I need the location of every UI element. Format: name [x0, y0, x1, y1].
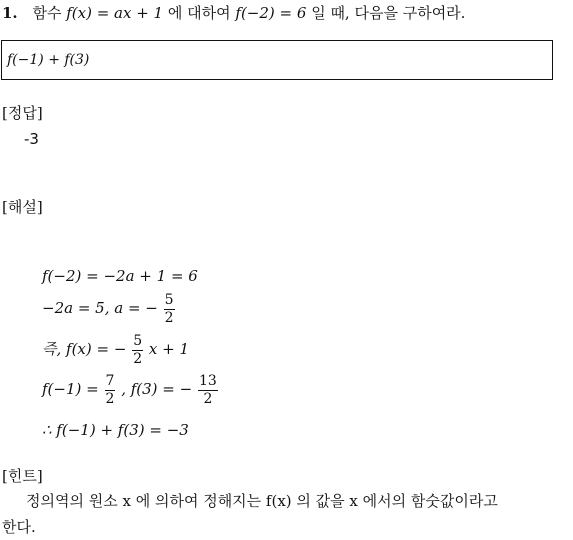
explanation-line-3: [42, 334, 189, 366]
hint-line-2: 한다.: [2, 518, 36, 536]
fraction-thirteen-halves: [198, 374, 218, 406]
fraction-seven-halves: [105, 374, 116, 406]
line4-text-a: f(−1) =: [42, 380, 99, 399]
line3-text-a: 즉, f(x) = −: [42, 340, 127, 359]
fraction-numerator: 7: [105, 373, 115, 389]
line3-text-b: x + 1: [148, 340, 190, 359]
fraction-denominator: 2: [133, 350, 143, 367]
explanation-line-5: ∴ f(−1) + f(3) = −3: [42, 421, 189, 439]
explanation-line-4: [42, 374, 219, 406]
problem-condition: f(−2) = 6: [235, 4, 307, 22]
hint-title: [힌트]: [2, 467, 43, 485]
fraction-denominator: 2: [164, 309, 174, 326]
fraction-denominator: 2: [105, 390, 115, 407]
problem-number: 1.: [2, 4, 18, 22]
question-expression: f(−1) + f(3): [7, 52, 90, 68]
hint-line-1: 정의역의 원소 x 에 의하여 정해지는 f(x) 의 값을 x 에서의 함숫값이라고: [26, 492, 498, 510]
fraction-five-halves-1: [164, 293, 175, 325]
fraction-numerator: 5: [133, 333, 143, 349]
fraction-denominator: 2: [203, 390, 213, 407]
explanation-line-2: [42, 293, 176, 325]
hint-body: [2, 488, 570, 540]
problem-text-a: 함수: [32, 4, 62, 22]
fraction-five-halves-2: [132, 334, 143, 366]
problem-text-c: 일 때, 다음을 구하여라.: [311, 4, 466, 22]
problem-function: f(x) = ax + 1: [66, 4, 164, 22]
explanation-line-1: f(−2) = −2a + 1 = 6: [42, 267, 198, 285]
problem-text-b: 에 대하여: [167, 4, 231, 22]
question-box: [1, 40, 553, 80]
answer-value: -3: [24, 130, 39, 148]
explanation-title: [해설]: [2, 198, 43, 216]
line4-text-b: , f(3) = −: [121, 380, 193, 399]
line2-text: −2a = 5, a = −: [42, 299, 158, 318]
fraction-numerator: 5: [164, 292, 174, 308]
fraction-numerator: 13: [199, 373, 217, 389]
answer-title: [정답]: [2, 104, 43, 122]
problem-statement: [2, 2, 465, 23]
